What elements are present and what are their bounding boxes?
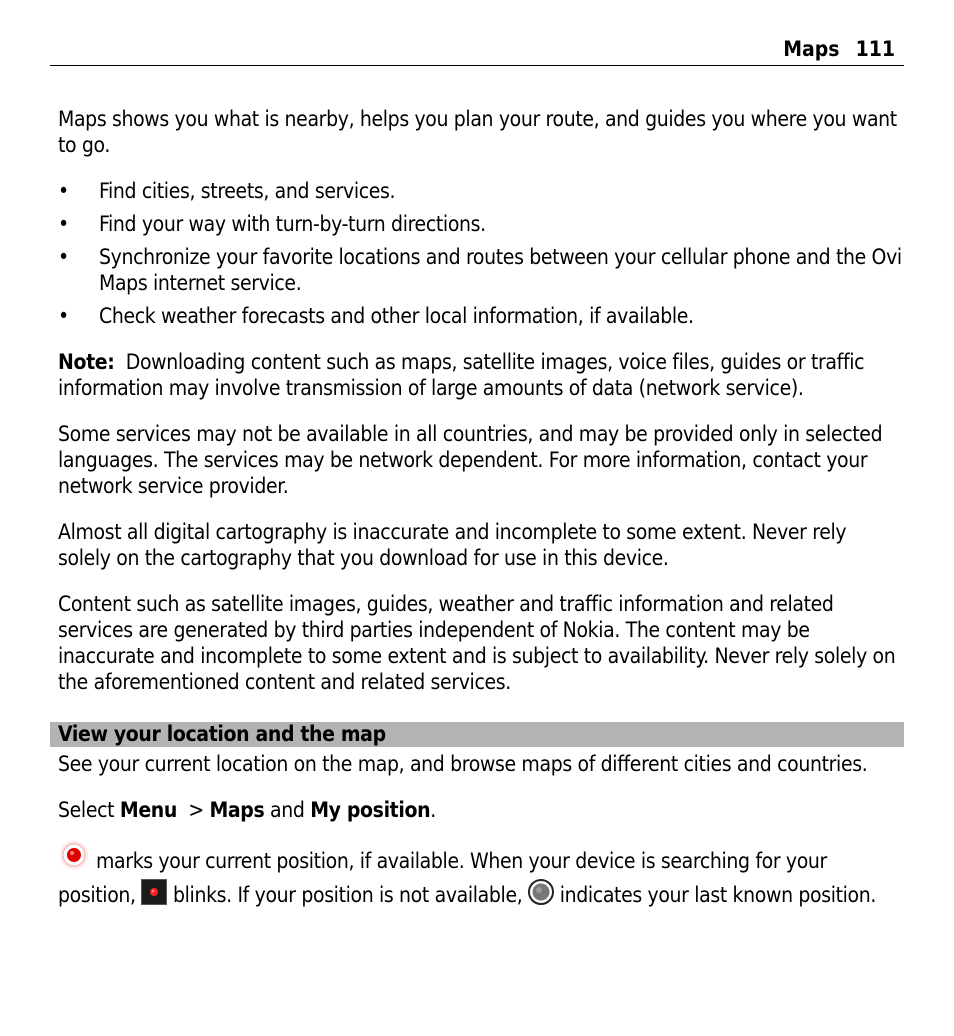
section-heading: View your location and the map (58, 722, 386, 746)
position-text-1: marks your current position, if available. When your device is searching for your position, (58, 849, 827, 907)
list-item-text: Check weather forecasts and other local information, if available. (99, 304, 694, 328)
page-header (50, 34, 904, 66)
cartography-paragraph: Almost all digital cartography is inaccurate and incomplete to some extent. Never rely solely on the cartography that you download for use in this device. (58, 520, 847, 570)
header-text (783, 37, 895, 61)
list-item (58, 178, 904, 204)
page-number: 111 (855, 37, 895, 61)
position-paragraph (58, 845, 904, 913)
list-item-text: Synchronize your favorite locations and routes between your cellular phone and the Ovi Maps internet service. (99, 245, 902, 295)
position-text-3: indicates your last known position. (559, 883, 877, 907)
header-section-title: Maps (783, 37, 840, 61)
section-intro-paragraph: See your current location on the map, and browse maps of different cities and countries. (58, 752, 868, 776)
note-text: Downloading content such as maps, satellite images, voice files, guides or traffic information may involve transmission of large amounts of data (network service). (58, 350, 865, 400)
last-known-position-icon (528, 879, 554, 913)
and-word: and (270, 798, 305, 822)
intro-paragraph: Maps shows you what is nearby, helps you plan your route, and guides you where you want to go. (58, 107, 897, 157)
menu-arrow: > (188, 798, 204, 822)
searching-position-icon (141, 879, 167, 913)
bullet-icon: • (58, 179, 69, 203)
bullet-icon: • (58, 304, 69, 328)
list-item (58, 244, 904, 296)
bullet-icon: • (58, 212, 69, 236)
bullet-icon: • (58, 245, 69, 269)
list-item (58, 211, 904, 237)
services-paragraph: Some services may not be available in all countries, and may be provided only in selected languages. The services may be network dependent. For more information, contact your network service provider. (58, 422, 883, 498)
list-item-text: Find cities, streets, and services. (99, 179, 396, 203)
maps-keyword: Maps (209, 798, 265, 822)
feature-list (58, 178, 904, 329)
my-position-keyword: My position (310, 798, 431, 822)
select-instruction (58, 797, 904, 823)
list-item-text: Find your way with turn-by-turn directions. (99, 212, 486, 236)
page-content (58, 106, 904, 933)
menu-keyword: Menu (119, 798, 177, 822)
current-position-icon (58, 839, 90, 879)
note-paragraph (58, 349, 904, 401)
list-item (58, 303, 904, 329)
position-text-2: blinks. If your position is not available, (173, 883, 523, 907)
section-heading-bar (50, 722, 904, 747)
note-label: Note: (58, 350, 115, 374)
third-party-paragraph: Content such as satellite images, guides, weather and traffic information and related services are generated by third parties independent of Nokia. The content may be inaccurate and incomplete to some extent and is subject to availability. Never rely solely on the aforementioned content and related services. (58, 592, 896, 694)
period: . (430, 798, 436, 822)
select-prefix: Select (58, 798, 115, 822)
